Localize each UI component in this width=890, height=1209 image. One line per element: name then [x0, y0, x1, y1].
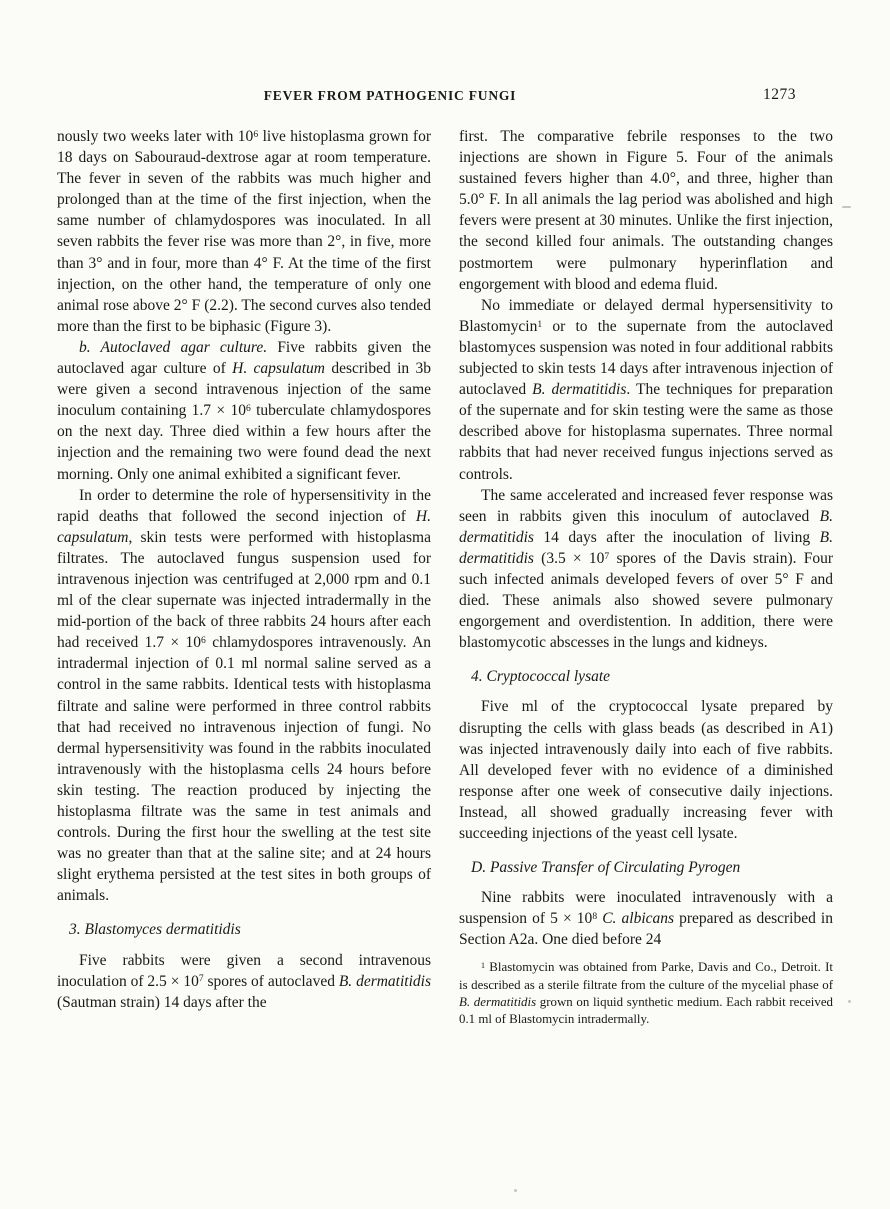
italic-text-run: H. capsulatum: [232, 360, 326, 378]
paragraph: [459, 696, 833, 844]
italic-text-run: D. Passive Transfer of Circulating Pyrogen: [471, 859, 741, 877]
italic-text-run: B. dermatitidis: [338, 972, 431, 990]
paragraph: [57, 950, 431, 1013]
italic-text-run: H. capsulatum: [57, 507, 431, 546]
text-column-right: [459, 126, 833, 1028]
text-run: grown on liquid synthetic medium. Each rabbit received 0.1 ml of Blastomycin intradermally.: [459, 994, 833, 1026]
italic-text-run: b. Autoclaved agar culture.: [79, 338, 268, 356]
text-run: nously two weeks later with 10: [57, 128, 254, 145]
superscript: 1: [481, 960, 485, 970]
section-heading: [57, 919, 431, 940]
superscript: 7: [198, 973, 204, 985]
text-run: In order to determine the role of hypersensitivity in the rapid deaths that followed the second injection of: [57, 486, 431, 525]
text-column-left: [57, 126, 431, 1013]
text-run: (3.5 × 10: [533, 549, 605, 567]
text-run: . The techniques for preparation of the supernate and for skin testing were the same as those described above for histoplasma supernates. Three normal rabbits that had never received fungus injections served as controls.: [459, 381, 834, 483]
text-run: 14 days after the inoculation of living: [533, 528, 820, 546]
text-run: (Sautman strain) 14 days after the: [57, 993, 267, 1011]
text-run: chlamydospores intravenously. An intradermal injection of 0.1 ml normal saline served as a control in the same rabbits. Identical tests with histoplasma filtrate and saline were performed in three control rabbits that had received no intravenous injection of fungi. No dermal hypersensitivity was found in the rabbits inoculated intravenously with the histoplasma cells 24 hours before skin testing. The reaction produced by injecting the histoplasma filtrate was the same in test animals and controls. During the first hour the swelling at the test site was no greater than that at the saline site; and at 24 hours slight erythema persisted at the test sites in both groups of animals.: [57, 634, 432, 905]
italic-text-run: B. dermatitidis: [459, 507, 833, 546]
section-heading: [459, 857, 833, 878]
section-heading: [459, 666, 833, 687]
text-run: tuberculate chlamydospores on the next day. Three died within a few hours after the injection and the remaining two were found dead the next morning. Only one animal exhibited a significant fever.: [57, 402, 432, 483]
text-run: The same accelerated and increased fever response was seen in rabbits given this inoculum of autoclaved: [459, 486, 833, 525]
superscript: 8: [592, 910, 598, 922]
running-head-title: FEVER FROM PATHOGENIC FUNGI: [263, 88, 517, 103]
italic-text-run: 4. Cryptococcal lysate: [471, 668, 611, 686]
italic-text-run: 3. Blastomyces dermatitidis: [69, 921, 241, 939]
text-run: spores of the Davis strain). Four such infected animals developed fevers of over 5° F and died. These animals also showed severe pulmonary engorgement and overdistention. In addition, there were blastomycotic abscesses in the lungs and kidneys.: [459, 549, 834, 652]
superscript: 6: [253, 128, 259, 140]
paragraph: [57, 126, 431, 337]
superscript: 7: [604, 550, 610, 562]
text-run: Nine rabbits were inoculated intravenously with a suspension of 5 × 10: [459, 889, 833, 928]
scan-artifact: [514, 1189, 517, 1192]
text-run: , skin tests were performed with histoplasma filtrates. The autoclaved fungus suspension used for intravenous injection was centrifuged at 2,000 rpm and 0.1 ml of the clear supernate was injected intradermally in the mid-portion of the back of three rabbits 24 hours after each had received 1.7 × 10: [57, 528, 431, 652]
italic-text-run: B. dermatitidis: [459, 994, 537, 1009]
superscript: 6: [245, 402, 251, 414]
text-run: spores of autoclaved: [203, 972, 339, 990]
text-run: prepared as described in Section A2a. One died before 24: [459, 910, 833, 949]
paragraph: [459, 295, 833, 485]
superscript: 6: [201, 634, 206, 646]
italic-text-run: B. dermatitidis: [532, 381, 627, 399]
text-run: Blastomycin was obtained from Parke, Davis and Co., Detroit. It is described as a sterile filtrate from the culture of the mycelial phase of: [459, 960, 833, 992]
italic-text-run: C. albicans: [602, 910, 675, 928]
text-run: described in 3b were given a second intravenous injection of the same inoculum containing 1.7 × 10: [57, 360, 431, 420]
text-run: Five ml of the cryptococcal lysate prepared by disrupting the cells with glass beads (as described in A1) was injected intravenously daily into each of five rabbits. All developed fever with no evidence of a diminished response after one week of consecutive daily injections. Instead, all showed gradually increasing fever with succeeding injections of the yeast cell lysate.: [459, 698, 833, 842]
scan-artifact: [848, 1000, 851, 1003]
paragraph: [57, 485, 431, 907]
superscript: 1: [537, 318, 543, 330]
text-run: or to the supernate from the autoclaved blastomyces suspension was noted in four additional rabbits subjected to skin tests 14 days after intravenous injection of autoclaved: [459, 317, 833, 399]
text-run: Five rabbits were given a second intravenous inoculation of 2.5 × 10: [57, 951, 431, 990]
paragraph: [57, 337, 431, 485]
text-run: live histoplasma grown for 18 days on Sabouraud-dextrose agar at room temperature. The fever in seven of the rabbits was much higher and prolonged than at the time of the first injection, when the same number of chlamydospores was inoculated. In all seven rabbits the fever rise was more than 2°, in five, more than 3° and in four, more than 4° F. At the time of the first injection, on the other hand, the temperature of only one animal rose above 2° F (2.2). The second curves also tended more than the first to be biphasic (Figure 3).: [57, 128, 431, 335]
text-run: No immediate or delayed dermal hypersensitivity to Blastomycin: [459, 296, 833, 335]
italic-text-run: B. dermatitidis: [459, 528, 833, 567]
paragraph: [459, 485, 833, 654]
scan-artifact: [842, 206, 851, 208]
paragraph: [459, 887, 833, 950]
page-number: 1273: [763, 86, 796, 103]
text-run: first. The comparative febrile responses to the two injections are shown in Figure 5. Four of the animals sustained fevers higher than 4.0°, and three, higher than 5.0° F. In all animals the lag period was abolished and high fevers were present at 30 minutes. Unlike the first injection, the second killed four animals. The outstanding changes postmortem were pulmonary hyperinflation and engorgement with blood and edema fluid.: [459, 128, 833, 293]
footnote: [459, 959, 833, 1027]
paragraph: [459, 126, 833, 295]
text-run: Five rabbits given the autoclaved agar culture of: [57, 338, 431, 378]
